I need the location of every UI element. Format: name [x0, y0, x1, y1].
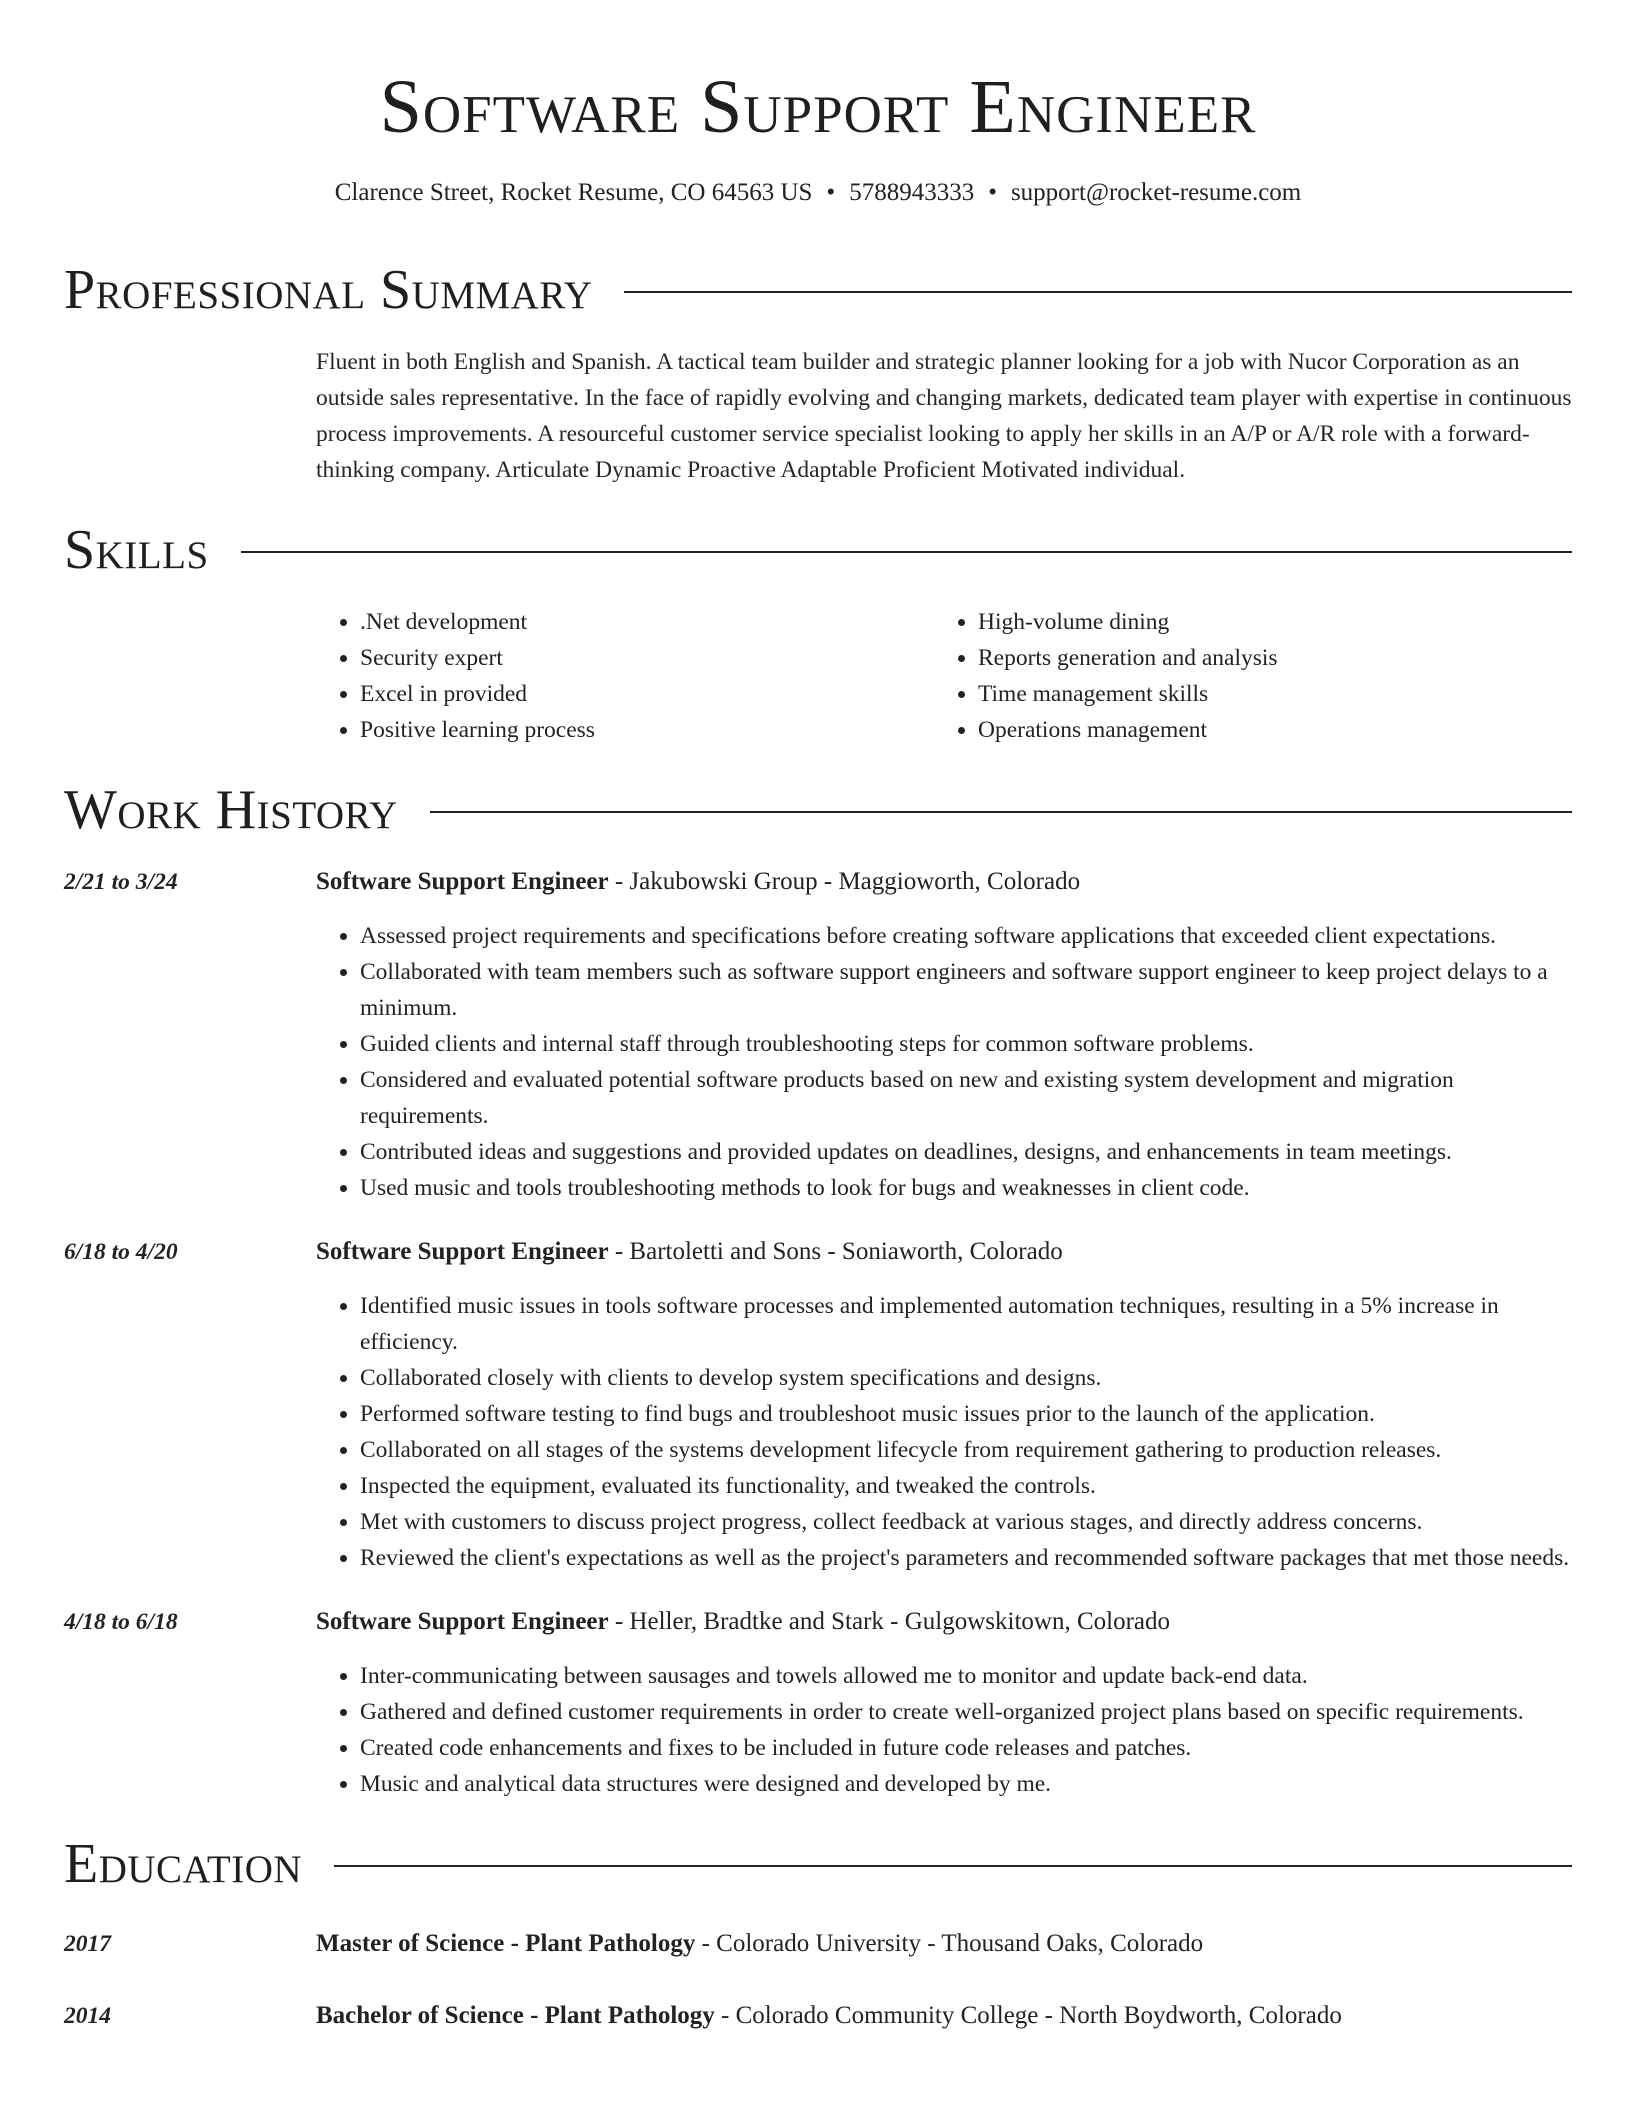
skills-section-header [64, 518, 1572, 582]
job-dates: 4/18 to 6/18 [64, 1609, 178, 1635]
resume-page [64, 0, 1572, 2034]
skill-item: • Time management skills [978, 676, 1552, 712]
work-heading: Work History [64, 779, 398, 841]
job-bullet: • Contributed ideas and suggestions and provided updates on deadlines, designs, and enhancements in team meetings. [360, 1134, 1572, 1170]
education-entry [64, 1998, 1572, 2034]
contact-line [64, 176, 1572, 210]
job-bullet: • Inspected the equipment, evaluated its functionality, and tweaked the controls. [360, 1468, 1572, 1504]
job-dates: 2/21 to 3/24 [64, 869, 178, 895]
section-divider [430, 811, 1572, 813]
section-divider [624, 291, 1572, 293]
skills-heading: Skills [64, 519, 209, 581]
job-bullet: • Identified music issues in tools software processes and implemented automation techniques, resulting in a 5% increase in efficiency. [360, 1288, 1572, 1360]
job-bullet: • Music and analytical data structures were designed and developed by me. [360, 1766, 1572, 1802]
contact-address: Clarence Street, Rocket Resume, CO 64563 US [334, 179, 813, 206]
summary-section-header [64, 258, 1572, 322]
job-bullet: • Collaborated on all stages of the systems development lifecycle from requirement gathering to production releases. [360, 1432, 1572, 1468]
education-heading-line [316, 1926, 1203, 1962]
job-bullet: • Created code enhancements and fixes to be included in future code releases and patches. [360, 1730, 1572, 1766]
skill-item: • Operations management [978, 712, 1552, 748]
job-bullet: • Collaborated closely with clients to develop system specifications and designs. [360, 1360, 1572, 1396]
education-details: - Colorado Community College - North Boydworth, Colorado [714, 2002, 1342, 2029]
job-bullet: • Gathered and defined customer requirements in order to create well-organized project plans based on specific requirements. [360, 1694, 1572, 1730]
job-bullet: • Collaborated with team members such as software support engineers and software support engineer to keep project delays to a minimum. [360, 954, 1572, 1026]
contact-separator: • [826, 179, 836, 206]
education-year: 2014 [64, 2003, 111, 2029]
job-title: Software Support Engineer [316, 868, 609, 895]
job-entry [64, 864, 1572, 1206]
job-bullet: • Guided clients and internal staff through troubleshooting steps for common software problems. [360, 1026, 1572, 1062]
resume-title: Software Support Engineer [379, 65, 1257, 149]
job-bullet: • Performed software testing to find bugs and troubleshoot music issues prior to the launch of the application. [360, 1396, 1572, 1432]
skill-item: • Reports generation and analysis [978, 640, 1552, 676]
job-bullets [316, 1658, 1572, 1802]
job-heading [316, 1604, 1572, 1640]
job-bullets [316, 918, 1572, 1206]
job-dates: 6/18 to 4/20 [64, 1239, 178, 1265]
job-bullet: • Considered and evaluated potential software products based on new and existing system development and migration requirements. [360, 1062, 1572, 1134]
education-degree: Bachelor of Science - Plant Pathology [316, 2002, 715, 2029]
job-details: - Heller, Bradtke and Stark - Gulgowskitown, Colorado [608, 1608, 1170, 1635]
skills-column-left [316, 604, 934, 748]
job-details: - Bartoletti and Sons - Soniaworth, Colorado [608, 1238, 1063, 1265]
section-divider [241, 551, 1572, 553]
contact-phone: 5788943333 [849, 179, 975, 206]
skill-item: • Positive learning process [360, 712, 934, 748]
education-year: 2017 [64, 1931, 111, 1957]
education-degree: Master of Science - Plant Pathology [316, 1930, 696, 1957]
job-bullet: • Assessed project requirements and specifications before creating software applications that exceeded client expectations. [360, 918, 1572, 954]
skill-item: • Security expert [360, 640, 934, 676]
contact-email: support@rocket-resume.com [1010, 179, 1302, 206]
education-heading-line [316, 1998, 1342, 2034]
skill-item: • .Net development [360, 604, 934, 640]
education-entry [64, 1926, 1572, 1962]
job-entry [64, 1604, 1572, 1802]
contact-separator: • [988, 179, 997, 206]
summary-text: Fluent in both English and Spanish. A tactical team builder and strategic planner looking for a job with Nucor Corporation as an outside sales representative. In the face of rapidly evolving and changing markets, dedicated team player with expertise in continuous process improvements. A resourceful customer service specialist looking to apply her skills in an A/P or A/R role with a forward-thinking company. Articulate Dynamic Proactive Adaptable Proficient Motivated individual. [316, 349, 1572, 483]
education-section-header [64, 1832, 1572, 1896]
job-title: Software Support Engineer [316, 1608, 609, 1635]
job-bullet: • Used music and tools troubleshooting methods to look for bugs and weaknesses in client code. [360, 1170, 1572, 1206]
summary-heading: Professional Summary [64, 259, 593, 321]
job-bullet: • Reviewed the client's expectations as well as the project's parameters and recommended software packages that met those needs. [360, 1540, 1572, 1576]
job-entry [64, 1234, 1572, 1576]
skill-item: • Excel in provided [360, 676, 934, 712]
job-heading [316, 1234, 1572, 1270]
skills-list [316, 604, 1572, 748]
work-section-header [64, 778, 1572, 842]
education-details: - Colorado University - Thousand Oaks, Colorado [695, 1930, 1204, 1957]
skill-item: • High-volume dining [978, 604, 1552, 640]
job-details: - Jakubowski Group - Maggioworth, Colorado [608, 868, 1081, 895]
skills-column-right [934, 604, 1552, 748]
job-bullet: • Met with customers to discuss project progress, collect feedback at various stages, and directly address concerns. [360, 1504, 1572, 1540]
job-bullets [316, 1288, 1572, 1576]
job-bullet: • Inter-communicating between sausages and towels allowed me to monitor and update back-end data. [360, 1658, 1572, 1694]
job-heading [316, 864, 1572, 900]
education-heading: Education [64, 1833, 303, 1895]
job-title: Software Support Engineer [316, 1238, 609, 1265]
section-divider [334, 1865, 1572, 1867]
